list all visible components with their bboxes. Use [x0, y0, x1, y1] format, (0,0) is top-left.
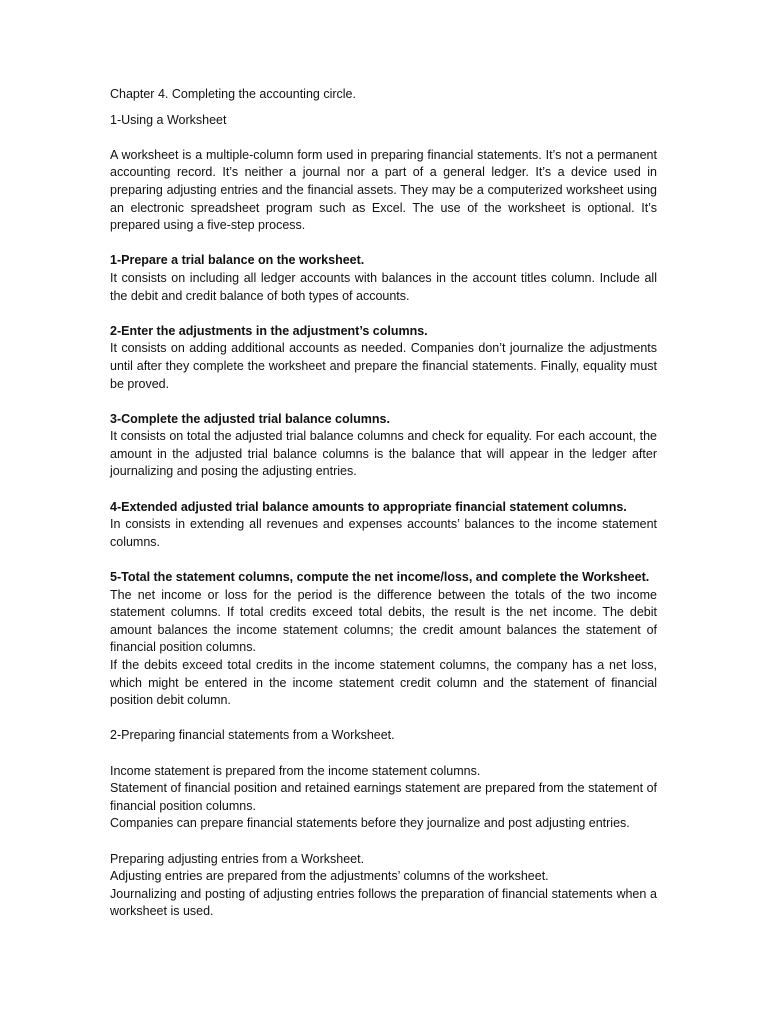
section2-paragraph: Statement of financial position and retained earnings statement are prepared from the statement of financial position columns. — [110, 781, 657, 813]
intro-paragraph: A worksheet is a multiple-column form used in preparing financial statements. It’s not a permanent accounting record. It’s neither a journal nor a part of a general ledger. It’s a device used in preparing adjusting entries and the financial assets. They may be a computerized worksheet using an electronic spreadsheet program such as Excel. The use of the worksheet is optional. It’s prepared using a five-step process. — [110, 147, 657, 233]
step-paragraph: It consists on including all ledger accounts with balances in the account titles column. Include all the debit and credit balance of both types of accounts. — [110, 270, 657, 303]
step-heading: 4-Extended adjusted trial balance amounts to appropriate financial statement columns. — [110, 499, 627, 514]
section2-paragraph: Income statement is prepared from the income statement columns. — [110, 763, 481, 778]
section3-paragraph: Journalizing and posting of adjusting entries follows the preparation of financial statements when a worksheet is used. — [110, 886, 657, 919]
document-page — [110, 86, 657, 921]
step-paragraph: It consists on total the adjusted trial balance columns and check for equality. For each account, the amount in the adjusted trial balance columns is the balance that will appear in the ledger after journalizing and posing the adjusting entries. — [110, 429, 657, 479]
section-title-adjusting-entries: Preparing adjusting entries from a Worksheet. — [110, 851, 365, 866]
step-heading: 1-Prepare a trial balance on the worksheet. — [110, 253, 365, 268]
step-heading: 5-Total the statement columns, compute the net income/loss, and complete the Worksheet. — [110, 570, 650, 585]
section-title-using-worksheet: 1-Using a Worksheet — [110, 112, 227, 127]
step-paragraph: The net income or loss for the period is the difference between the totals of the two income statement columns. If total credits exceed total debits, the result is the net income. The debit amount balances the income statement columns; the credit amount balances the statement of financial position columns. — [110, 587, 657, 655]
step-paragraph: If the debits exceed total credits in the income statement columns, the company has a net loss, which might be entered in the income statement credit column and the statement of financial position debit column. — [110, 658, 657, 708]
step-paragraph: It consists on adding additional accounts as needed. Companies don’t journalize the adjustments until after they complete the worksheet and prepare the financial statements. Finally, equality must be proved. — [110, 341, 657, 391]
section-title-preparing-statements: 2-Preparing financial statements from a Worksheet. — [110, 728, 395, 743]
section2-paragraph: Companies can prepare financial statements before they journalize and post adjusting entries. — [110, 816, 630, 831]
section3-paragraph: Adjusting entries are prepared from the adjustments’ columns of the worksheet. — [110, 869, 549, 884]
step-paragraph: In consists in extending all revenues and expenses accounts’ balances to the income statement columns. — [110, 517, 657, 549]
step-heading: 2-Enter the adjustments in the adjustment’s columns. — [110, 323, 428, 338]
step-heading: 3-Complete the adjusted trial balance columns. — [110, 411, 390, 426]
chapter-title: Chapter 4. Completing the accounting circle. — [110, 87, 356, 101]
